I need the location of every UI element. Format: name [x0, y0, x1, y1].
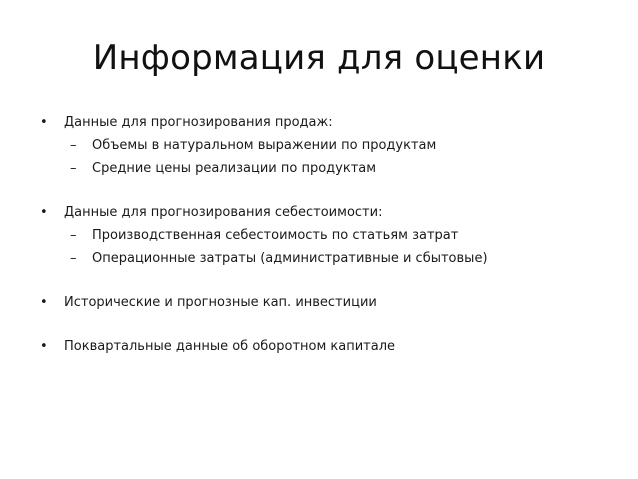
dash-icon: –: [70, 251, 77, 266]
sub-item-operating-cost: [40, 250, 620, 268]
bullet-text: Поквартальные данные об оборотном капитале: [64, 339, 396, 354]
bullet-icon: •: [40, 295, 48, 310]
dash-icon: –: [70, 228, 77, 243]
bullet-list: [40, 114, 620, 356]
bullet-text: Данные для прогнозирования продаж:: [64, 115, 333, 130]
sub-item-production-cost: [40, 227, 620, 245]
bullet-item-working-capital: [40, 338, 620, 356]
bullet-icon: •: [40, 115, 48, 130]
bullet-icon: •: [40, 339, 48, 354]
bullet-item-capex: [40, 294, 620, 312]
bullet-item-cost-data: [40, 204, 620, 222]
bullet-item-sales-data: [40, 114, 620, 132]
sub-item-text: Операционные затраты (административные и сбытовые): [92, 251, 488, 266]
sub-item-volumes: [40, 137, 620, 155]
slide-title: Информация для оценки: [92, 38, 546, 78]
dash-icon: –: [70, 161, 77, 176]
sub-item-prices: [40, 160, 620, 178]
dash-icon: –: [70, 138, 77, 153]
bullet-text: Данные для прогнозирования себестоимости:: [64, 205, 383, 220]
sub-item-text: Средние цены реализации по продуктам: [92, 161, 377, 176]
bullet-text: Исторические и прогнозные кап. инвестиции: [64, 295, 377, 310]
sub-item-text: Объемы в натуральном выражении по продуктам: [92, 138, 437, 153]
sub-item-text: Производственная себестоимость по статьям затрат: [92, 228, 459, 243]
bullet-icon: •: [40, 205, 48, 220]
